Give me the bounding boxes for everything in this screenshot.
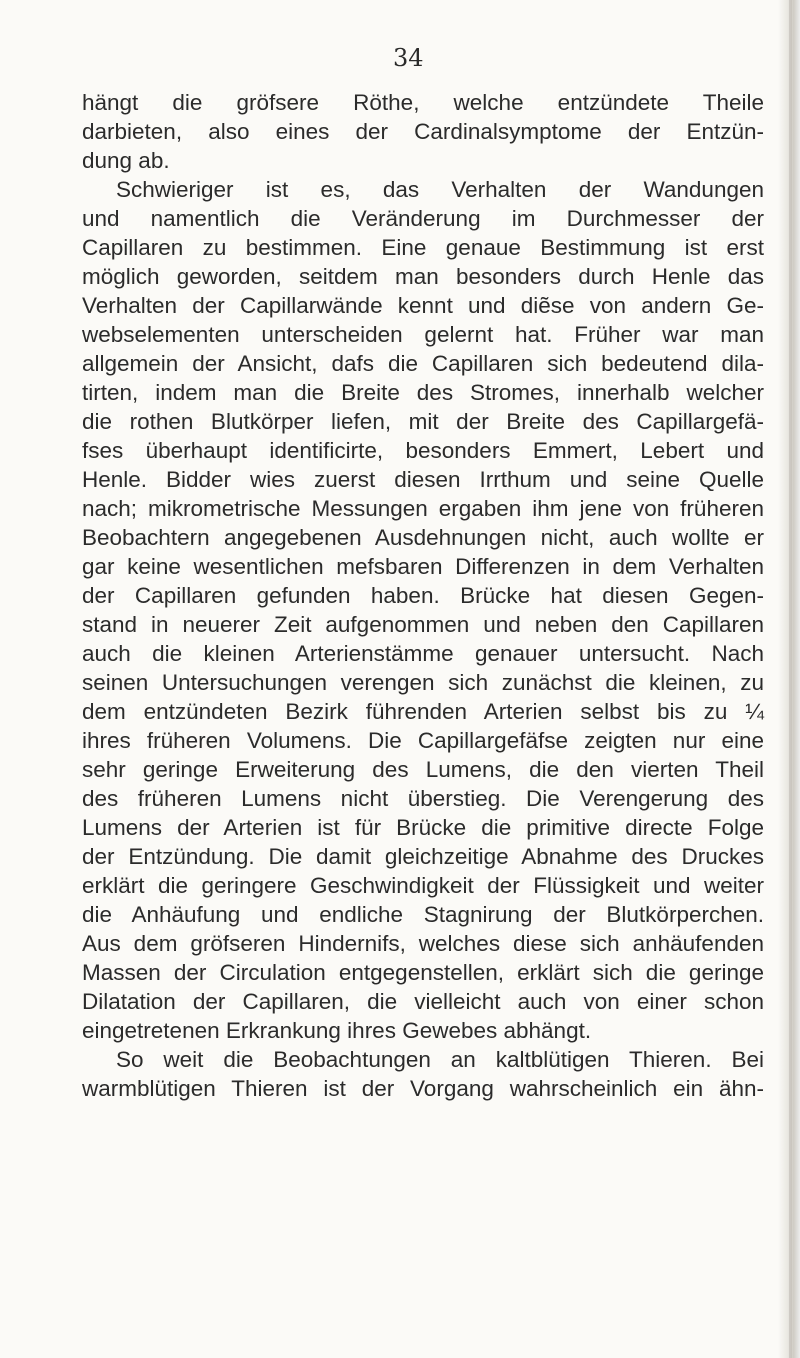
- text-line: Aus dem gröfseren Hindernifs, welches diese sich anhäufenden: [82, 931, 764, 956]
- paragraph-start-line: So weit die Beobachtungen an kaltblütigen Thieren. Bei: [116, 1047, 764, 1072]
- text-line: webselementen unterscheiden gelernt hat. Früher war man: [82, 322, 764, 347]
- text-line: hängt die gröfsere Röthe, welche entzündete Theile: [82, 90, 764, 115]
- text-line: Verhalten der Capillarwände kennt und diẽse von andern Ge-: [82, 293, 764, 318]
- text-line: seinen Untersuchungen verengen sich zunächst die kleinen, zu: [82, 670, 764, 695]
- text-line: nach; mikrometrische Messungen ergaben ihm jene von früheren: [82, 496, 764, 521]
- text-line: eingetretenen Erkrankung ihres Gewebes abhängt.: [82, 1018, 592, 1043]
- text-line: darbieten, also eines der Cardinalsymptome der Entzün-: [82, 119, 764, 144]
- text-line: gar keine wesentlichen mefsbaren Differenzen in dem Verhalten: [82, 554, 764, 579]
- text-line: stand in neuerer Zeit aufgenommen und neben den Capillaren: [82, 612, 764, 637]
- text-line: warmblütigen Thieren ist der Vorgang wahrscheinlich ein ähn-: [82, 1076, 764, 1101]
- body-text: [82, 88, 764, 1103]
- text-line: auch die kleinen Arterienstämme genauer untersucht. Nach: [82, 641, 764, 666]
- text-line: des früheren Lumens nicht überstieg. Die Verengerung des: [82, 786, 764, 811]
- page-edge-shadow: [789, 0, 792, 1358]
- text-line: fses überhaupt identificirte, besonders Emmert, Lebert und: [82, 438, 764, 463]
- text-line: möglich geworden, seitdem man besonders durch Henle das: [82, 264, 764, 289]
- text-line: der Capillaren gefunden haben. Brücke hat diesen Gegen-: [82, 583, 764, 608]
- text-line: erklärt die geringere Geschwindigkeit der Flüssigkeit und weiter: [82, 873, 764, 898]
- text-line: Capillaren zu bestimmen. Eine genaue Bestimmung ist erst: [82, 235, 764, 260]
- text-line: Lumens der Arterien ist für Brücke die primitive directe Folge: [82, 815, 764, 840]
- text-line: die rothen Blutkörper liefen, mit der Breite des Capillargefä-: [82, 409, 764, 434]
- text-line: Dilatation der Capillaren, die vielleicht auch von einer schon: [82, 989, 764, 1014]
- text-line: die Anhäufung und endliche Stagnirung der Blutkörperchen.: [82, 902, 764, 927]
- text-line: Beobachtern angegebenen Ausdehnungen nicht, auch wollte er: [82, 525, 764, 550]
- text-line: Massen der Circulation entgegenstellen, erklärt sich die geringe: [82, 960, 764, 985]
- paragraph-start-line: Schwieriger ist es, das Verhalten der Wandungen: [116, 177, 764, 202]
- text-line: dung ab.: [82, 148, 170, 173]
- text-line: tirten, indem man die Breite des Stromes, innerhalb welcher: [82, 380, 764, 405]
- text-line: ihres früheren Volumens. Die Capillargefäfse zeigten nur eine: [82, 728, 764, 753]
- text-line: sehr geringe Erweiterung des Lumens, die den vierten Theil: [82, 757, 764, 782]
- text-line: Henle. Bidder wies zuerst diesen Irrthum und seine Quelle: [82, 467, 764, 492]
- text-line: und namentlich die Veränderung im Durchmesser der: [82, 206, 764, 231]
- text-line: der Entzündung. Die damit gleichzeitige Abnahme des Druckes: [82, 844, 764, 869]
- page-number: 34: [393, 44, 424, 72]
- text-line: dem entzündeten Bezirk führenden Arterien selbst bis zu ¼: [82, 699, 764, 724]
- text-line: allgemein der Ansicht, dafs die Capillaren sich bedeutend dila-: [82, 351, 764, 376]
